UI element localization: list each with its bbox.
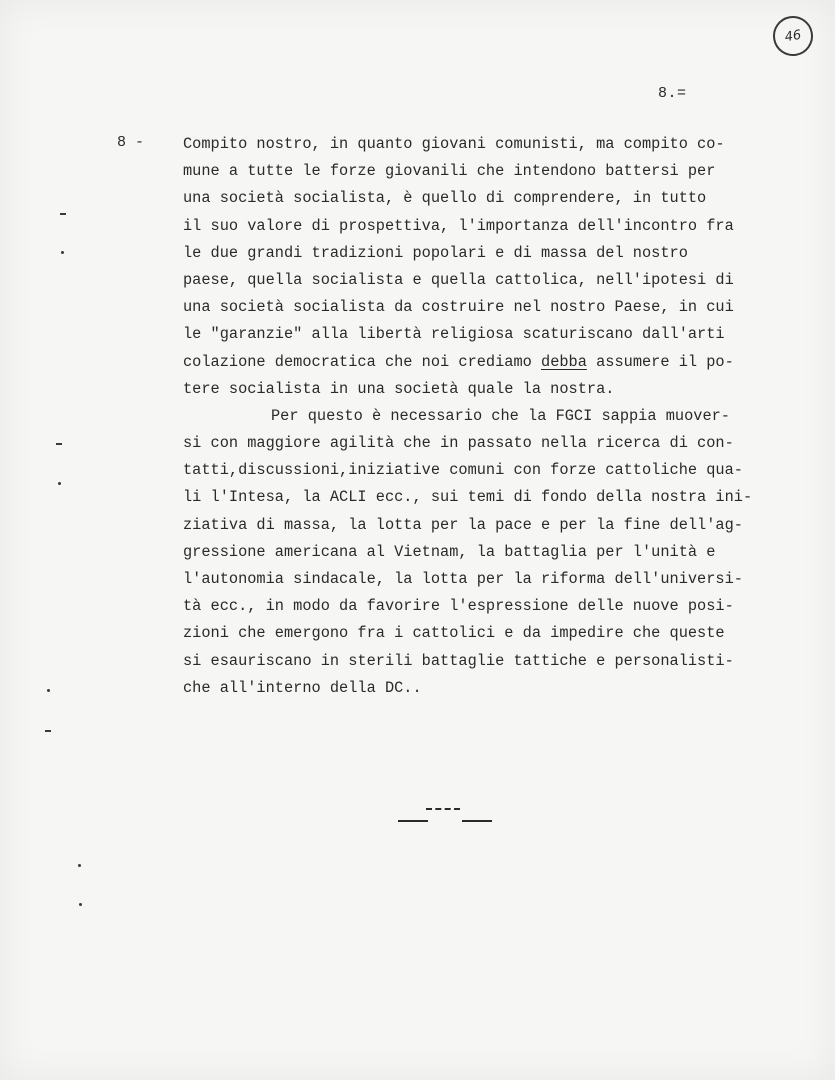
margin-mark: [45, 730, 51, 732]
text-line: si con maggiore agilità che in passato nella ricerca di con-: [183, 434, 734, 453]
text-line: gressione americana al Vietnam, la battaglia per l'unità e: [183, 542, 716, 561]
text-line: tere socialista in una società quale la nostra.: [183, 379, 615, 398]
folio-stamp: [770, 13, 816, 59]
text-line: le "garanzie" alla libertà religiosa scaturiscano dall'arti: [183, 325, 725, 344]
margin-mark: [79, 903, 82, 906]
underlined-word: debba: [541, 352, 587, 371]
margin-mark: [78, 864, 81, 867]
closing-dash-top: [426, 808, 460, 810]
page-number: 8.=: [658, 85, 687, 102]
text-line: si esauriscano in sterili battaglie tattiche e personalisti-: [183, 651, 734, 670]
text-line: li l'Intesa, la ACLI ecc., sui temi di fondo della nostra ini-: [183, 488, 753, 507]
closing-bar-left: [398, 820, 428, 822]
text-line: zioni che emergono fra i cattolici e da impedire che queste: [183, 624, 725, 643]
text-line: il suo valore di prospettiva, l'importanza dell'incontro fra: [183, 216, 734, 235]
margin-mark: [60, 213, 66, 215]
closing-bar-right: [462, 820, 492, 822]
margin-mark: [58, 482, 61, 485]
text-line: una società socialista, è quello di comprendere, in tutto: [183, 189, 707, 208]
text-line: che all'interno della DC..: [183, 678, 422, 697]
closing-rule: [398, 800, 494, 828]
text-line: l'autonomia sindacale, la lotta per la riforma dell'universi-: [183, 570, 743, 588]
text-line-with-underline: [183, 352, 783, 379]
text-line: una società socialista da costruire nel nostro Paese, in cui: [183, 298, 734, 317]
text-line: mune a tutte le forze giovanili che intendono battersi per: [183, 162, 716, 181]
folio-number: 46: [783, 27, 803, 45]
section-body: [183, 134, 783, 705]
text-line: tatti,discussioni,iniziative comuni con forze cattoliche qua-: [183, 461, 743, 480]
paragraph-first-line: Per questo è necessario che la FGCI sappia muover-: [271, 406, 730, 425]
margin-mark: [61, 251, 64, 254]
margin-mark: [56, 443, 62, 445]
text-line: Compito nostro, in quanto giovani comunisti, ma compito co-: [183, 135, 725, 153]
text-fragment: assumere il po-: [586, 352, 734, 371]
text-line: tà ecc., in modo da favorire l'espressione delle nuove posi-: [183, 597, 734, 616]
text-line: paese, quella socialista e quella cattolica, nell'ipotesi di: [183, 270, 734, 289]
margin-mark: [47, 689, 50, 692]
section-number: 8 -: [117, 134, 145, 151]
text-line: ziativa di massa, la lotta per la pace e per la fine dell'ag-: [183, 515, 743, 534]
text-line: le due grandi tradizioni popolari e di massa del nostro: [183, 243, 688, 262]
text-fragment: colazione democratica che noi crediamo: [183, 352, 542, 371]
